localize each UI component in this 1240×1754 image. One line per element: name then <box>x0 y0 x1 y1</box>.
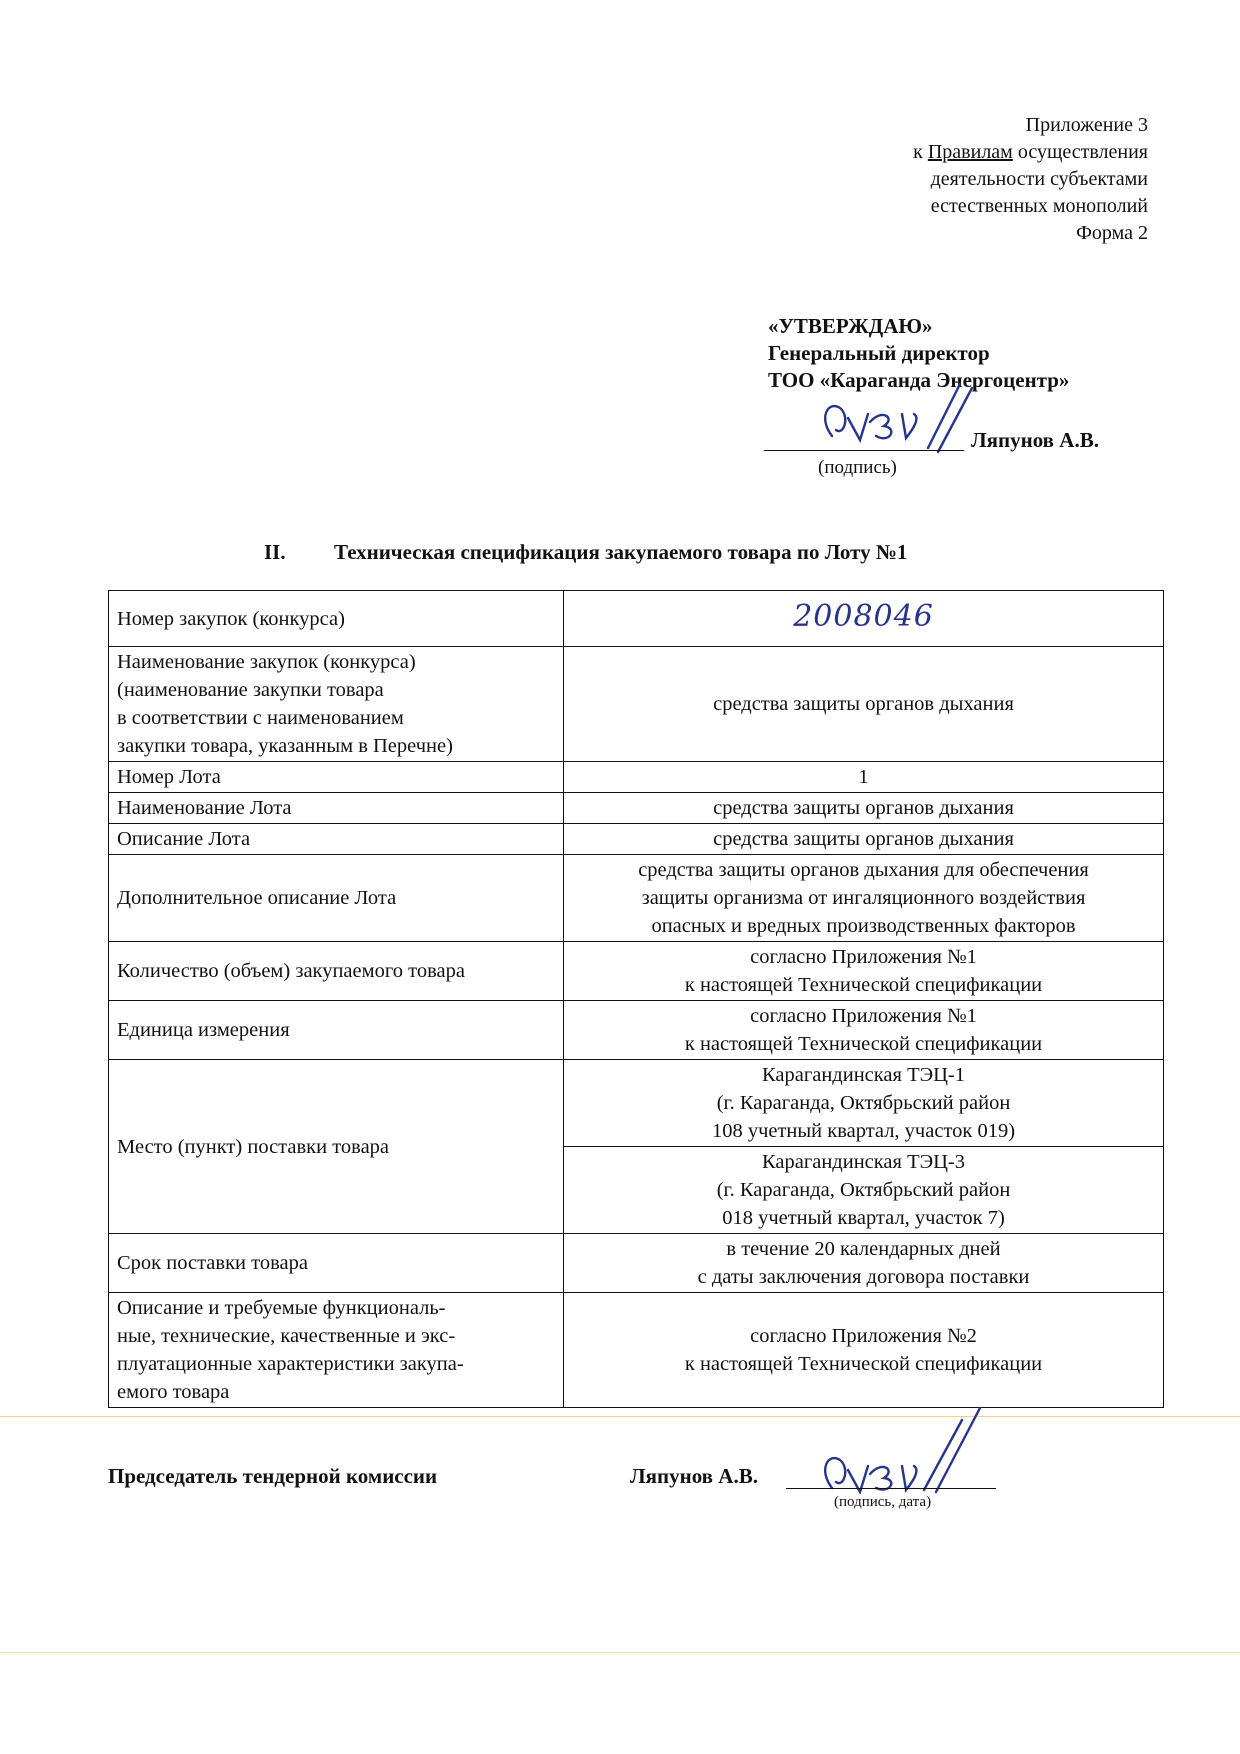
table-row <box>109 855 1164 942</box>
director-signature-line <box>764 450 964 451</box>
annex-line-2-prefix: к <box>913 141 928 163</box>
characteristics-label-line: Описание и требуемые функциональ- <box>117 1297 446 1319</box>
delivery-place-1 <box>564 1060 1164 1147</box>
characteristics-value-line: согласно Приложения №2 <box>750 1325 977 1347</box>
approval-position: Генеральный директор <box>768 341 990 365</box>
director-name: Ляпунов А.В. <box>971 428 1099 452</box>
section-number: II. <box>264 540 286 564</box>
quantity-value-line: согласно Приложения №1 <box>750 946 977 968</box>
chair-signature-caption: (подпись, дата) <box>834 1494 932 1510</box>
delivery-place-2 <box>564 1147 1164 1234</box>
approval-heading: «УТВЕРЖДАЮ» <box>768 314 933 338</box>
additional-description-line: защиты организма от ингаляционного воздействия <box>641 887 1086 909</box>
delivery-place-2-line: (г. Караганда, Октябрьский район <box>716 1179 1011 1201</box>
chair-name: Ляпунов А.В. <box>630 1464 758 1488</box>
delivery-place-2-line: Карагандинская ТЭЦ-3 <box>761 1151 966 1173</box>
annex-line-4: естественных монополий <box>930 195 1148 217</box>
annex-line-1: Приложение 3 <box>1025 114 1148 136</box>
additional-description-label: Дополнительное описание Лота <box>109 855 564 942</box>
characteristics-label-line: ные, технические, качественные и экс- <box>117 1325 456 1347</box>
procurement-number-handwritten: 2008046 <box>793 599 934 634</box>
procurement-name-label <box>109 647 564 762</box>
unit-value <box>564 1001 1164 1060</box>
lot-name-value: средства защиты органов дыхания <box>564 793 1164 824</box>
delivery-place-label: Место (пункт) поставки товара <box>109 1060 564 1234</box>
director-signature-icon <box>810 378 980 458</box>
annex-line-2-suffix: осуществления <box>1012 141 1148 163</box>
table-row <box>109 793 1164 824</box>
characteristics-value-line: к настоящей Технической спецификации <box>684 1353 1043 1375</box>
unit-value-line: к настоящей Технической спецификации <box>684 1033 1043 1055</box>
director-signature-caption: (подпись) <box>818 457 897 478</box>
quantity-label: Количество (объем) закупаемого товара <box>109 942 564 1001</box>
characteristics-value <box>564 1293 1164 1408</box>
lot-description-label: Описание Лота <box>109 824 564 855</box>
quantity-value <box>564 942 1164 1001</box>
spec-table <box>108 590 1164 1408</box>
form-number: Форма 2 <box>1076 222 1148 244</box>
characteristics-label <box>109 1293 564 1408</box>
chair-signature-icon <box>812 1404 992 1494</box>
table-row <box>109 647 1164 762</box>
chair-signature-line <box>786 1488 996 1489</box>
lot-name-label: Наименование Лота <box>109 793 564 824</box>
page-divider <box>0 1416 1240 1417</box>
unit-label: Единица измерения <box>109 1001 564 1060</box>
unit-value-line: согласно Приложения №1 <box>750 1005 977 1027</box>
table-row <box>109 1234 1164 1293</box>
procurement-number-label: Номер закупок (конкурса) <box>109 591 564 647</box>
table-row <box>109 1001 1164 1060</box>
delivery-term-value <box>564 1234 1164 1293</box>
delivery-place-1-line: 108 учетный квартал, участок 019) <box>711 1120 1016 1142</box>
table-row <box>109 1060 1164 1147</box>
procurement-name-label-line: (наименование закупки товара <box>117 679 384 701</box>
annex-line-3: деятельности субъектами <box>930 168 1148 190</box>
procurement-name-label-line: в соответствии с наименованием <box>117 707 404 729</box>
approval-organization: ТОО «Караганда Энергоцентр» <box>768 368 1070 392</box>
table-row <box>109 762 1164 793</box>
lot-number-label: Номер Лота <box>109 762 564 793</box>
annex-line-2 <box>748 139 1148 166</box>
procurement-name-value: средства защиты органов дыхания <box>564 647 1164 762</box>
delivery-place-1-line: (г. Караганда, Октябрьский район <box>716 1092 1011 1114</box>
page-divider <box>0 1652 1240 1653</box>
chair-title: Председатель тендерной комиссии <box>108 1464 438 1488</box>
delivery-term-line: в течение 20 календарных дней <box>726 1238 1001 1260</box>
procurement-name-label-line: закупки товара, указанным в Перечне) <box>117 735 453 757</box>
additional-description-line: средства защиты органов дыхания для обеспечения <box>638 859 1089 881</box>
rules-link[interactable]: Правилам <box>927 141 1013 163</box>
characteristics-label-line: емого товара <box>117 1381 230 1403</box>
table-row <box>109 942 1164 1001</box>
section-title-text: Техническая спецификация закупаемого товара по Лоту №1 <box>334 540 908 564</box>
lot-number-value: 1 <box>564 762 1164 793</box>
table-row <box>109 1293 1164 1408</box>
delivery-place-2-line: 018 учетный квартал, участок 7) <box>722 1207 1005 1229</box>
procurement-number-value <box>564 591 1164 647</box>
additional-description-line: опасных и вредных производственных факторов <box>651 915 1076 937</box>
procurement-name-label-line: Наименование закупок (конкурса) <box>117 651 416 673</box>
table-row <box>109 591 1164 647</box>
quantity-value-line: к настоящей Технической спецификации <box>684 974 1043 996</box>
delivery-term-line: с даты заключения договора поставки <box>697 1266 1030 1288</box>
table-row <box>109 824 1164 855</box>
characteristics-label-line: плуатационные характеристики закупа- <box>117 1353 464 1375</box>
delivery-term-label: Срок поставки товара <box>109 1234 564 1293</box>
lot-description-value: средства защиты органов дыхания <box>564 824 1164 855</box>
additional-description-value <box>564 855 1164 942</box>
annex-header <box>748 112 1148 247</box>
delivery-place-1-line: Карагандинская ТЭЦ-1 <box>761 1064 966 1086</box>
